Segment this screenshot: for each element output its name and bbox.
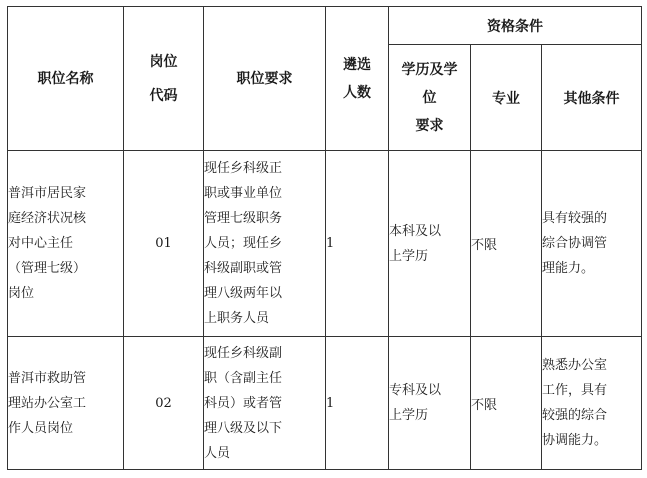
text-line: 现任乡科级副	[204, 345, 283, 361]
header-position-code-line: 岗位	[149, 53, 178, 70]
text-line: 理八级及以下	[204, 420, 283, 436]
row-count: 1	[326, 151, 389, 337]
text-line: 现任乡科级正	[204, 161, 283, 176]
row-requirements	[204, 337, 326, 470]
header-education-line: 要求	[415, 117, 444, 134]
row-count: 1	[326, 337, 389, 470]
header-education	[389, 45, 471, 151]
text-line: 专科及以	[389, 383, 442, 398]
header-selection-count	[326, 7, 389, 151]
header-major: 专业	[471, 45, 542, 151]
text-line: 普洱市救助管	[8, 370, 87, 386]
row-position-name	[8, 151, 124, 337]
text-line: 上职务人员	[204, 311, 270, 326]
text-line: 工作，具有	[542, 383, 608, 398]
text-line: 理站办公室工	[8, 395, 87, 411]
text-line: 理八级两年以	[204, 286, 283, 301]
row-position-code: 01	[124, 151, 204, 337]
text-line: 人员；现任乡	[204, 236, 283, 251]
header-qualifications: 资格条件	[389, 7, 642, 45]
text-line: 较强的综合	[542, 408, 608, 423]
text-line: 协调能力。	[542, 433, 608, 448]
row-position-name	[8, 337, 124, 470]
header-position-code-line: 代码	[149, 87, 178, 104]
text-line: 普洱市居民家	[8, 186, 87, 201]
text-line: 人员	[204, 445, 231, 461]
header-selection-count-line: 遴选	[343, 56, 371, 73]
text-line: 科员）或者管	[204, 395, 283, 411]
text-line: 作人员岗位	[8, 420, 74, 436]
row-requirements	[204, 151, 326, 337]
row-other	[542, 337, 642, 470]
text-line: （管理七级）	[8, 261, 87, 276]
text-line: 管理七级职务	[204, 211, 283, 226]
position-table	[7, 6, 642, 470]
row-major: 不限	[471, 337, 542, 470]
text-line: 科级副职或管	[204, 261, 283, 276]
header-education-line: 学历及学	[401, 61, 458, 78]
header-job-requirements: 职位要求	[204, 7, 326, 151]
row-major: 不限	[471, 151, 542, 337]
text-line: 职或事业单位	[204, 186, 283, 201]
text-line: 对中心主任	[8, 236, 74, 251]
text-line: 理能力。	[542, 261, 595, 276]
row-education	[389, 337, 471, 470]
text-line: 岗位	[8, 286, 35, 301]
header-selection-count-line: 人数	[343, 84, 371, 101]
header-position-name: 职位名称	[8, 7, 124, 151]
text-line: 本科及以	[389, 223, 442, 239]
header-other: 其他条件	[542, 45, 642, 151]
header-position-code	[124, 7, 204, 151]
text-line: 综合协调管	[542, 236, 608, 251]
row-other	[542, 151, 642, 337]
text-line: 上学历	[389, 248, 429, 264]
text-line: 上学历	[389, 408, 429, 423]
row-education	[389, 151, 471, 337]
table-row	[8, 337, 642, 470]
text-line: 具有较强的	[542, 211, 608, 226]
row-position-code: 02	[124, 337, 204, 470]
text-line: 熟悉办公室	[542, 358, 608, 373]
table-row	[8, 151, 642, 337]
text-line: 庭经济状况核	[8, 211, 87, 226]
text-line: 职（含副主任	[204, 370, 283, 386]
header-education-line: 位	[422, 89, 437, 106]
